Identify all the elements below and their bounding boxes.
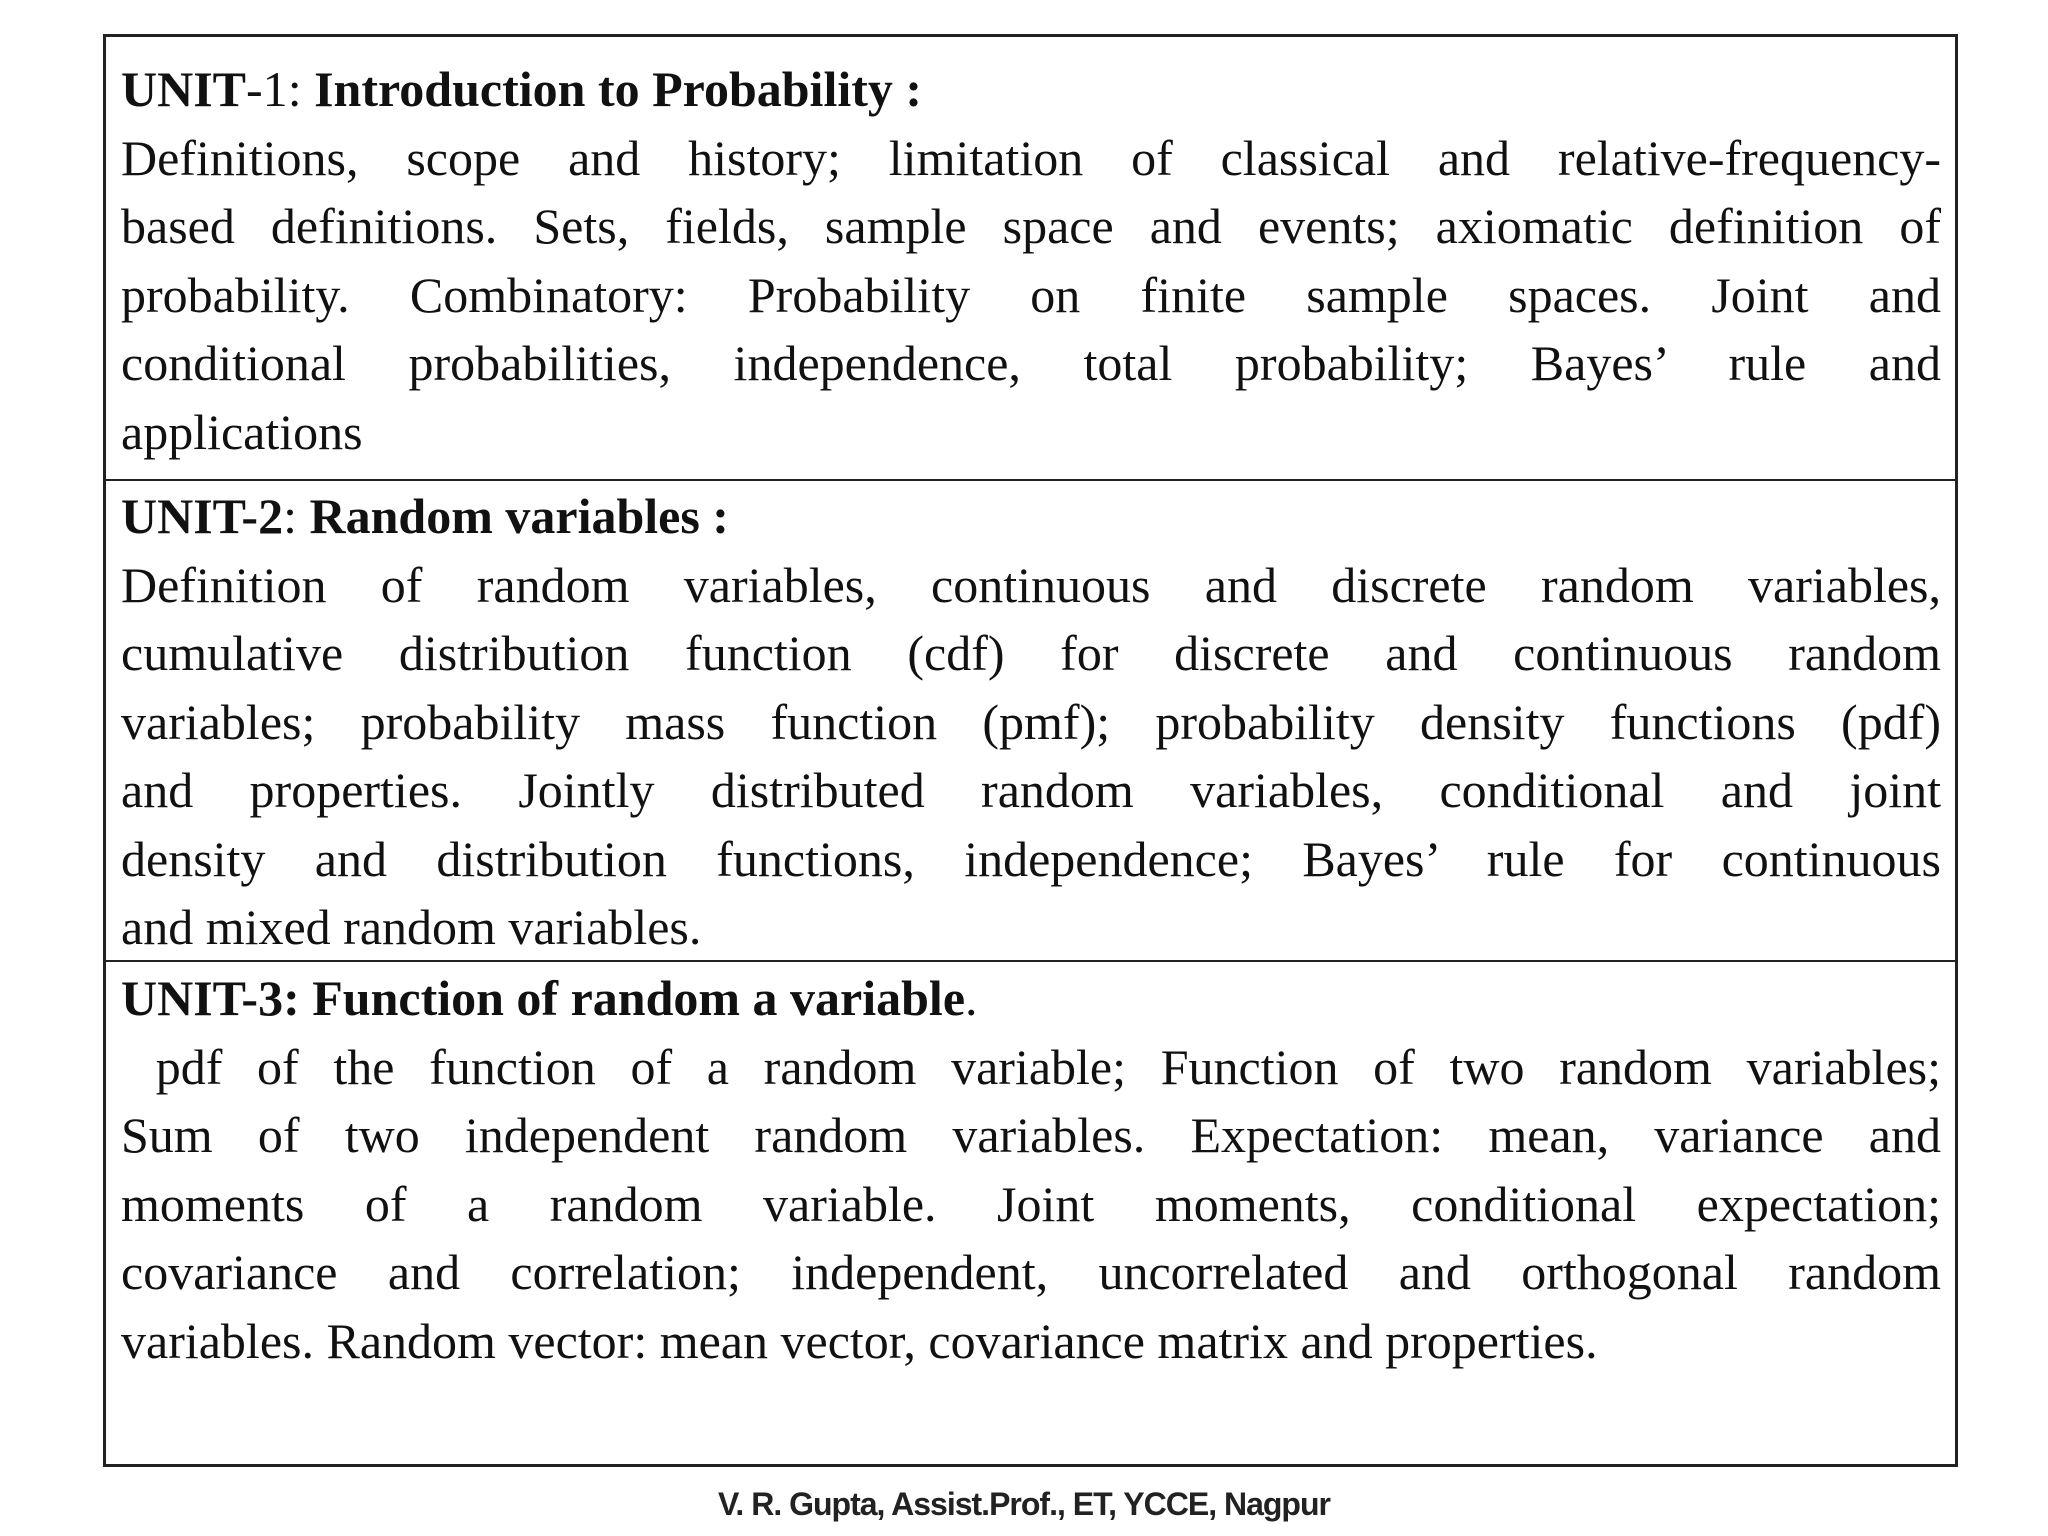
body-line: applications [121, 403, 363, 460]
body-line: moments of a random variable. Joint moments, conditional expectation; [121, 1175, 1941, 1232]
unit-title: Random variables : [309, 488, 729, 544]
body-line: Sum of two independent random variables. Expectation: mean, variance and [121, 1107, 1941, 1163]
body-line: Definitions, scope and history; limitation of classical and relative-frequency- [121, 129, 1941, 186]
body-line: density and distribution functions, independence; Bayes’ rule for continuous [121, 830, 1941, 887]
unit-1-heading [121, 55, 1941, 124]
body-line: probability. Combinatory: Probability on finite sample spaces. Joint and [121, 266, 1941, 323]
unit-2-heading [121, 482, 1941, 551]
body-line: variables; probability mass function (pmf); probability density functions (pdf) [121, 693, 1941, 750]
unit-title: UNIT-3: Function of random a variable [121, 970, 966, 1026]
body-line: variables. Random vector: mean vector, covariance matrix and properties. [121, 1312, 1598, 1369]
period: . [965, 970, 978, 1026]
body-line: conditional probabilities, independence, total probability; Bayes’ rule and [121, 335, 1941, 391]
colon: : [283, 488, 310, 544]
body-line: pdf of the function of a random variable; Function of two random variables; [121, 1038, 1941, 1095]
unit-title: Introduction to Probability : [314, 61, 923, 117]
body-line: based definitions. Sets, fields, sample space and events; axiomatic definition of [121, 198, 1941, 254]
unit-number: -1 [246, 61, 288, 117]
body-line: cumulative distribution function (cdf) for discrete and continuous random [121, 625, 1941, 681]
unit-1-section [106, 37, 1955, 479]
unit-label: UNIT-2 [121, 488, 284, 544]
body-line: and properties. Jointly distributed random variables, conditional and joint [121, 762, 1941, 818]
syllabus-table [103, 34, 1958, 1467]
unit-3-section [106, 960, 1955, 1464]
unit-label: UNIT [121, 61, 247, 117]
unit-3-heading [121, 964, 1941, 1033]
colon: : [287, 61, 315, 117]
body-line: Definition of random variables, continuous and discrete random variables, [121, 556, 1941, 613]
footer-author: V. R. Gupta, Assist.Prof., ET, YCCE, Nagpur [718, 1486, 1330, 1522]
body-line: covariance and correlation; independent, uncorrelated and orthogonal random [121, 1244, 1941, 1300]
unit-2-section [106, 479, 1955, 960]
body-line: and mixed random variables. [121, 899, 702, 955]
